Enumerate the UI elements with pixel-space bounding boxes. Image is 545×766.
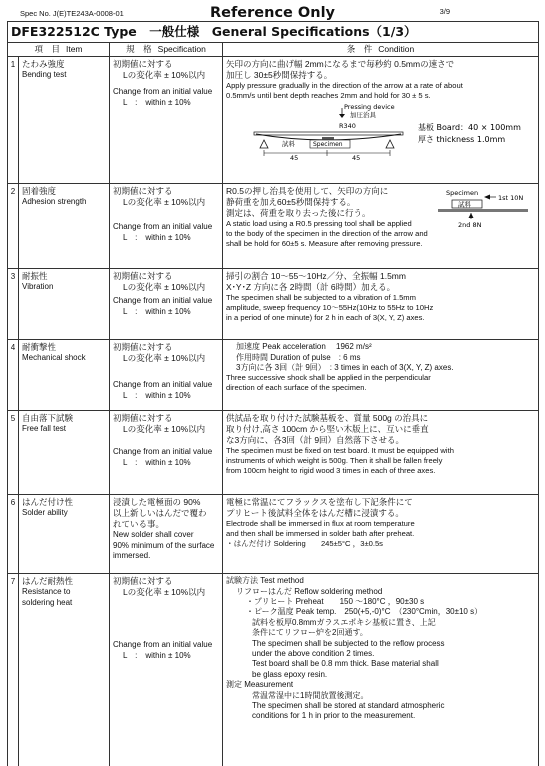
thickness-label: 厚さ thickness 1.0mm	[418, 135, 506, 145]
condition-cell: 試験方法 Test method リフローはんだ Reflow soldering method ・プリヒート Preheat 150 ～180°C ，90±30 s ・ピーク温度 Peak temp. 250(+5,-0)°C （230°Cmin，30±10 s） 試料を板厚0.8mmガラスエポキシ基板に置き、上記 条件にてリフロー炉を2回通す。 The specimen shall be subjected to the reflow process under the above condition 2 times. Test board shall be 0.8 mm thick. Base material shall be glass epoxy resin. 測定 Measurement 常温常湿中に1時間放置後測定。 The specimen shall be stored at standard atmospheric conditions for 1 h in prior to the measurement.	[223, 574, 539, 766]
row-number: 6	[8, 495, 19, 574]
row-number: 1	[8, 57, 19, 184]
dim-right-label: 45	[352, 154, 361, 163]
adhesion-test-diagram	[436, 187, 536, 231]
item-cell: はんだ付け性 Solder ability	[19, 495, 110, 574]
table-row	[8, 340, 539, 411]
spec-cell: 初期値に対する Lの変化率 ± 10%以内 Change from an initial value L : within ± 10%	[110, 411, 223, 495]
condition-cell: 矢印の方向に曲げ幅 2mmになるまで毎秒約 0.5mmの速さで 加圧し 30±5秒間保持する。 Apply pressure gradually in the direction of the arrow at a rate of about 0.5mm/s until bent depth reaches 2mm and hold for 30 ± 5 s. Pressing device 加圧治具 R340 試料 Specimen 45 45 基板 Board：40 × 100mm 厚さ thickness 1.0mm	[223, 57, 539, 184]
item-cell: 耐振性 Vibration	[19, 269, 110, 340]
row-number: 2	[8, 184, 19, 269]
spec-cell: 初期値に対する Lの変化率 ± 10%以内 Change from an initial value L : within ± 10%	[110, 340, 223, 411]
second-load-label: 2nd 8N	[458, 221, 482, 230]
dim-left-label: 45	[290, 154, 299, 163]
shiryo-label: 試料	[282, 140, 295, 149]
condition-cell: 供試品を取り付けた試験基板を、質量 500g の治具に 取り付け,高さ 100cm から堅い木版上に、互いに垂直 な3方向に、各3回（計 9回）自然落下させる。 The specimen must be fixed on test board. It must be equipped with instruments of which weight is 500g. Then it shall be fallen freely from 100cm height to rigid wood 3 times in each of three axes.	[223, 411, 539, 495]
r340-label: R340	[339, 122, 356, 131]
spec-cell: 初期値に対する Lの変化率 ± 10%以内 Change from an initial value L : within ± 10%	[110, 184, 223, 269]
first-load-label: 1st 10N	[498, 194, 524, 203]
condition-column-header: 条 件 Condition	[223, 43, 539, 57]
spec-cell: 初期値に対する Lの変化率 ± 10%以内 Change from an initial value L : within ± 10%	[110, 269, 223, 340]
spec-cell: 初期値に対する Lの変化率 ± 10%以内 Change from an initial value L : within ± 10%	[110, 57, 223, 184]
shiryo-label: 試料	[458, 200, 472, 209]
spec-number: Spec No. J(E)TE243A-0008-01	[20, 9, 124, 18]
kaatsu-jig-label: 加圧治具	[350, 111, 376, 120]
board-size-label: 基板 Board：40 × 100mm	[418, 123, 521, 133]
spec-column-header: 規 格 Specification	[110, 43, 223, 57]
page-number: 3/9	[439, 7, 450, 16]
pressing-device-label: Pressing device	[344, 103, 395, 112]
condition-cell: 加速度 Peak acceleration 1962 m/s² 作用時間 Duration of pulse : 6 ms 3方向に各 3回（計 9回） : 3 times in each of 3(X, Y, Z) axes. Three successive shock shall be applied in the perpendicular direction of each surface of the specimen.	[223, 340, 539, 411]
item-cell: 自由落下試験 Free fall test	[19, 411, 110, 495]
table-row	[8, 269, 539, 340]
item-cell: 耐衝撃性 Mechanical shock	[19, 340, 110, 411]
row-number: 3	[8, 269, 19, 340]
condition-cell: 電極に常温にてフラックスを塗布し下記条件にて プリヒート後試料全体をはんだ槽に浸漬する。 Electrode shall be immersed in flux at room temperature and then shall be immersed in solder bath after preheat. ・はんだ付け Soldering 245±5°C ，3±0.5s	[223, 495, 539, 574]
item-column-header: 項 目 Item	[8, 43, 110, 57]
row-number: 7	[8, 574, 19, 766]
condition-cell: 掃引の割合 10～55～10Hz／分、全振幅 1.5mm X･Y･Z 方向に各 2時間（計 6時間）加える。 The specimen shall be subjected to a vibration of 1.5mm amplitude, sweep frequency 10～55Hz(10Hz to 55Hz to 10Hz in a period of one minute) for 2 h in each of 3(X, Y, Z) axes.	[223, 269, 539, 340]
table-row	[8, 184, 539, 269]
spec-table	[7, 21, 539, 766]
table-row	[8, 574, 539, 766]
item-cell: はんだ耐熱性 Resistance to soldering heat	[19, 574, 110, 766]
bending-test-diagram	[226, 102, 536, 164]
page-header	[13, 4, 532, 20]
column-header-row	[8, 43, 539, 57]
item-cell: たわみ強度 Bending test	[19, 57, 110, 184]
row-number: 4	[8, 340, 19, 411]
table-row	[8, 495, 539, 574]
table-row	[8, 411, 539, 495]
row-number: 5	[8, 411, 19, 495]
spec-cell: 浸漬した電極面の 90% 以上新しいはんだで覆わ れている事。 New solder shall cover 90% minimum of the surface immersed.	[110, 495, 223, 574]
specimen-label: Specimen	[446, 189, 479, 198]
table-row	[8, 57, 539, 184]
document-title: DFE322512C Type 一般仕様 General Specifications（1/3）	[8, 22, 539, 43]
item-cell: 固着強度 Adhesion strength	[19, 184, 110, 269]
specimen-label: Specimen	[313, 141, 343, 149]
reference-only-title: Reference Only	[210, 5, 335, 21]
condition-cell: Specimen 1st 10N 試料 2nd 8N R0.5の押し治具を使用して、矢印の方向に 静荷重を加え60±5秒間保持する。 測定は、荷重を取り去った後に行う。 A static load using a R0.5 pressing tool shall be applied to the body of the specimen in the direction of the arrow and shall be hold for 60±5 s. Measure after removing pressure.	[223, 184, 539, 269]
spec-cell: 初期値に対する Lの変化率 ± 10%以内 Change from an initial value L : within ± 10%	[110, 574, 223, 766]
